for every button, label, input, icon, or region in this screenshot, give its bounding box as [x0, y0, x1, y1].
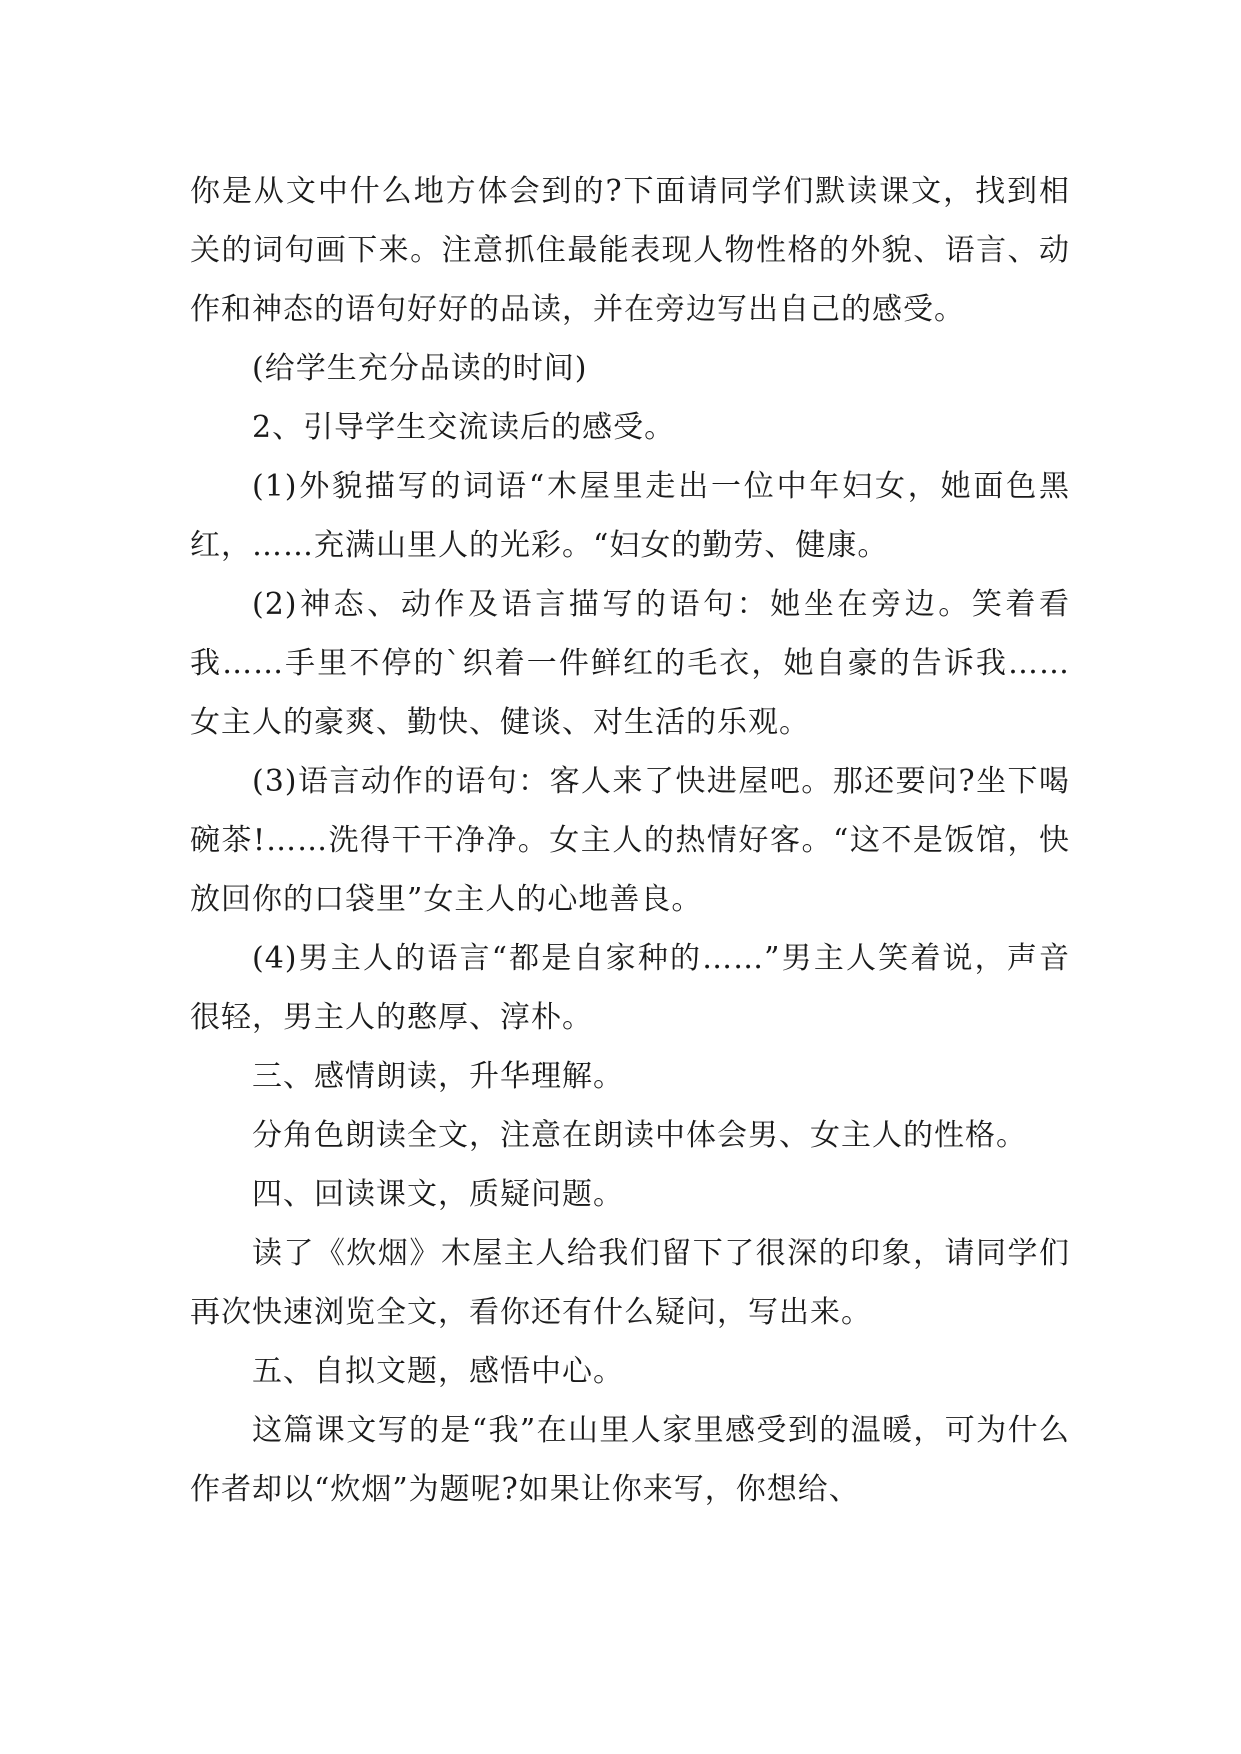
paragraph-6: (3)语言动作的语句：客人来了快进屋吧。那还要问?坐下喝碗茶!……洗得干干净净。女主人的热情好客。“这不是饭馆，快放回你的口袋里”女主人的心地善良。 — [190, 764, 1070, 917]
paragraph-13: 这篇课文写的是“我”在山里人家里感受到的温暖，可为什么作者却以“炊烟”为题呢?如果让你来写，你想给、 — [190, 1413, 1070, 1507]
document-body — [190, 162, 1070, 1519]
paragraph-10: 四、回读课文，质疑问题。 — [252, 1177, 624, 1212]
paragraph-8: 三、感情朗读，升华理解。 — [252, 1059, 624, 1094]
paragraph-5: (2)神态、动作及语言描写的语句：她坐在旁边。笑着看我……手里不停的`织着一件鲜红的毛衣，她自豪的告诉我……女主人的豪爽、勤快、健谈、对生活的乐观。 — [190, 587, 1070, 740]
paragraph-7: (4)男主人的语言“都是自家种的……”男主人笑着说，声音很轻，男主人的憨厚、淳朴。 — [190, 941, 1070, 1035]
paragraph-2: (给学生充分品读的时间) — [252, 351, 588, 386]
paragraph-11: 读了《炊烟》木屋主人给我们留下了很深的印象，请同学们再次快速浏览全文，看你还有什么疑问，写出来。 — [190, 1236, 1070, 1330]
paragraph-1: 你是从文中什么地方体会到的?下面请同学们默读课文，找到相关的词句画下来。注意抓住最能表现人物性格的外貌、语言、动作和神态的语句好好的品读，并在旁边写出自己的感受。 — [190, 174, 1070, 327]
paragraph-4: (1)外貌描写的词语“木屋里走出一位中年妇女，她面色黑红，……充满山里人的光彩。“妇女的勤劳、健康。 — [190, 469, 1070, 563]
paragraph-3: 2、引导学生交流读后的感受。 — [252, 410, 676, 445]
paragraph-12: 五、自拟文题，感悟中心。 — [252, 1354, 624, 1389]
paragraph-9: 分角色朗读全文，注意在朗读中体会男、女主人的性格。 — [252, 1118, 1027, 1153]
